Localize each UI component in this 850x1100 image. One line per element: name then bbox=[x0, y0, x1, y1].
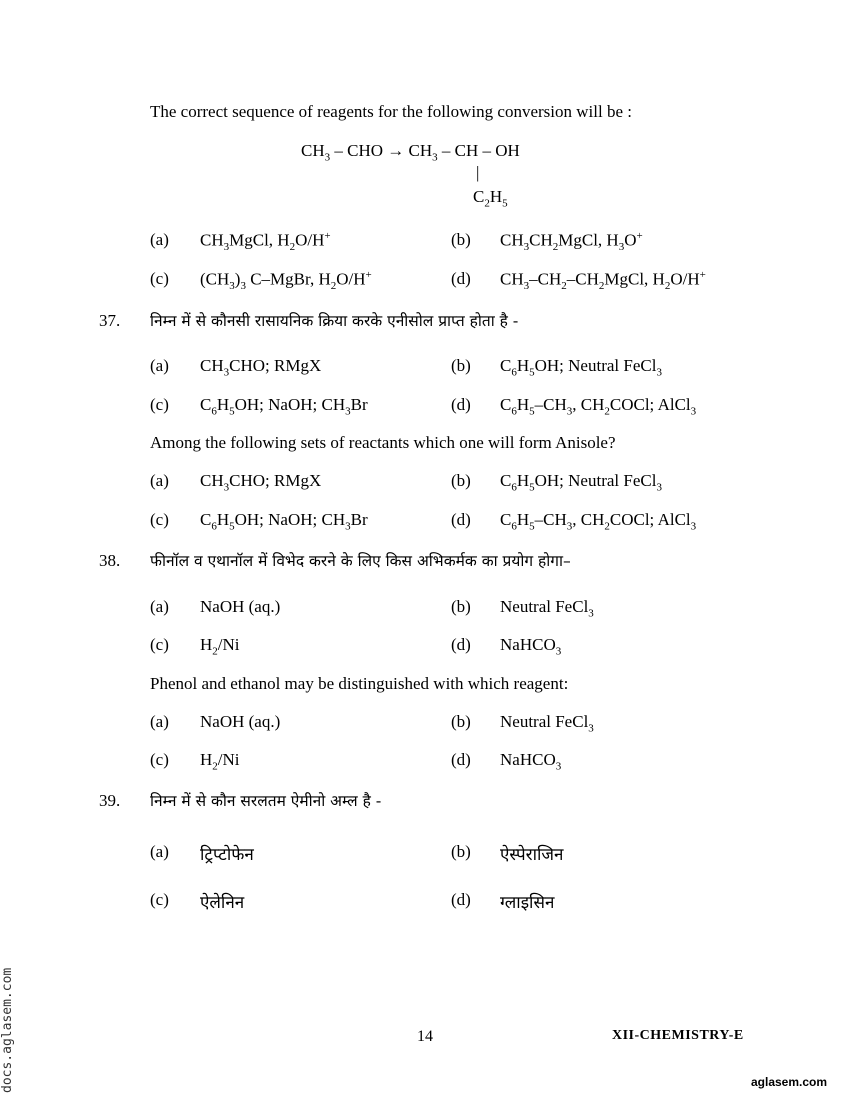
q38-hi-option-a: NaOH (aq.) bbox=[200, 597, 281, 616]
q38-en-option-d: NaHCO$_3$ bbox=[500, 750, 562, 773]
q37-en-option-b: $C_6H_5OH$; Neutral FeCl$_3$ bbox=[500, 471, 662, 494]
q37-en-option-a: $CH_3CHO$; RMgX bbox=[200, 471, 322, 494]
q39-option-a: ट्रिप्टोफेन bbox=[200, 845, 254, 865]
q36-reaction: $CH_3$ – CHO → $CH_3$ – CH – OH bbox=[301, 141, 520, 164]
brand-watermark: aglasem.com bbox=[751, 1075, 828, 1089]
q36-option-a-label: (a) bbox=[150, 230, 169, 249]
q37-en-option-a-label: (a) bbox=[150, 471, 169, 490]
q39-option-b: ऐस्पेराजिन bbox=[500, 845, 564, 865]
q36-reaction-branch: $C_2H_5$ bbox=[473, 187, 508, 210]
q39-hindi-stem: निम्न में से कौन सरलतम ऐमीनो अम्ल है - bbox=[150, 792, 382, 810]
q37-hi-option-d-label: (d) bbox=[451, 395, 471, 414]
q37-en-option-c-label: (c) bbox=[150, 510, 169, 529]
q38-hi-option-a-label: (a) bbox=[150, 597, 169, 616]
q37-hindi-stem: निम्न में से कौनसी रासायनिक क्रिया करके एनीसोल प्राप्त होता है - bbox=[150, 312, 519, 330]
q38-en-stem: Phenol and ethanol may be distinguished with which reagent: bbox=[150, 674, 569, 693]
paper-code: XII-CHEMISTRY-E bbox=[612, 1028, 744, 1043]
page-number: 14 bbox=[417, 1028, 433, 1045]
q37-hi-option-b: $C_6H_5OH$; Neutral FeCl$_3$ bbox=[500, 356, 662, 379]
q38-en-option-b: Neutral FeCl$_3$ bbox=[500, 712, 594, 735]
q38-number: 38. bbox=[99, 551, 121, 570]
q39-option-d-label: (d) bbox=[451, 890, 471, 909]
q38-hi-option-d: NaHCO$_3$ bbox=[500, 635, 562, 658]
q38-en-option-b-label: (b) bbox=[451, 712, 471, 731]
q36-option-b-label: (b) bbox=[451, 230, 471, 249]
q38-hi-option-c: $H_2/Ni$ bbox=[200, 635, 240, 658]
q36-en-stem: The correct sequence of reagents for the following conversion will be : bbox=[150, 102, 632, 121]
q36-option-c: $(CH_3)_3$ C–MgBr, $H_2O/H^+$ bbox=[200, 269, 372, 293]
q36-option-a: $CH_3MgCl$, $H_2O/H^+$ bbox=[200, 230, 331, 254]
q37-hi-option-a-label: (a) bbox=[150, 356, 169, 375]
q39-number: 39. bbox=[99, 791, 121, 810]
q38-hi-option-b-label: (b) bbox=[451, 597, 471, 616]
q37-hi-option-a: $CH_3CHO$; RMgX bbox=[200, 356, 322, 379]
q36-option-b: $CH_3CH_2MgCl$, $H_3O^+$ bbox=[500, 230, 643, 254]
q39-option-a-label: (a) bbox=[150, 842, 169, 861]
q37-en-stem: Among the following sets of reactants which one will form Anisole? bbox=[150, 433, 616, 452]
q37-hi-option-b-label: (b) bbox=[451, 356, 471, 375]
q36-option-d-label: (d) bbox=[451, 269, 471, 288]
q37-number: 37. bbox=[99, 311, 121, 330]
q36-reaction-bond: | bbox=[476, 163, 480, 182]
q38-en-option-d-label: (d) bbox=[451, 750, 471, 769]
q39-option-d: ग्लाइसिन bbox=[500, 893, 555, 913]
q37-hi-option-d: $C_6H_5-CH_3$, $CH_2COCl$; AlCl$_3$ bbox=[500, 395, 697, 418]
q39-option-c-label: (c) bbox=[150, 890, 169, 909]
q37-en-option-d: $C_6H_5-CH_3$, $CH_2COCl$; AlCl$_3$ bbox=[500, 510, 697, 533]
q37-en-option-b-label: (b) bbox=[451, 471, 471, 490]
q38-en-option-c: $H_2/Ni$ bbox=[200, 750, 240, 773]
q37-en-option-c: $C_6H_5OH$; NaOH; $CH_3Br$ bbox=[200, 510, 368, 533]
q38-hi-option-d-label: (d) bbox=[451, 635, 471, 654]
q38-en-option-a-label: (a) bbox=[150, 712, 169, 731]
q39-option-c: ऐलेनिन bbox=[200, 893, 245, 913]
q37-hi-option-c: $C_6H_5OH$; NaOH; $CH_3Br$ bbox=[200, 395, 368, 418]
q38-en-option-a: NaOH (aq.) bbox=[200, 712, 281, 731]
q36-option-c-label: (c) bbox=[150, 269, 169, 288]
q36-option-d: $CH_3-CH_2-CH_2MgCl$, $H_2O/H^+$ bbox=[500, 269, 706, 293]
q38-hi-option-c-label: (c) bbox=[150, 635, 169, 654]
q39-option-b-label: (b) bbox=[451, 842, 471, 861]
q38-en-option-c-label: (c) bbox=[150, 750, 169, 769]
q37-en-option-d-label: (d) bbox=[451, 510, 471, 529]
side-url-watermark: docs.aglasem.com bbox=[0, 967, 15, 1093]
q37-hi-option-c-label: (c) bbox=[150, 395, 169, 414]
q38-hindi-stem: फीनॉल व एथानॉल में विभेद करने के लिए किस अभिकर्मक का प्रयोग होगा– bbox=[150, 552, 571, 570]
q38-hi-option-b: Neutral FeCl$_3$ bbox=[500, 597, 594, 620]
